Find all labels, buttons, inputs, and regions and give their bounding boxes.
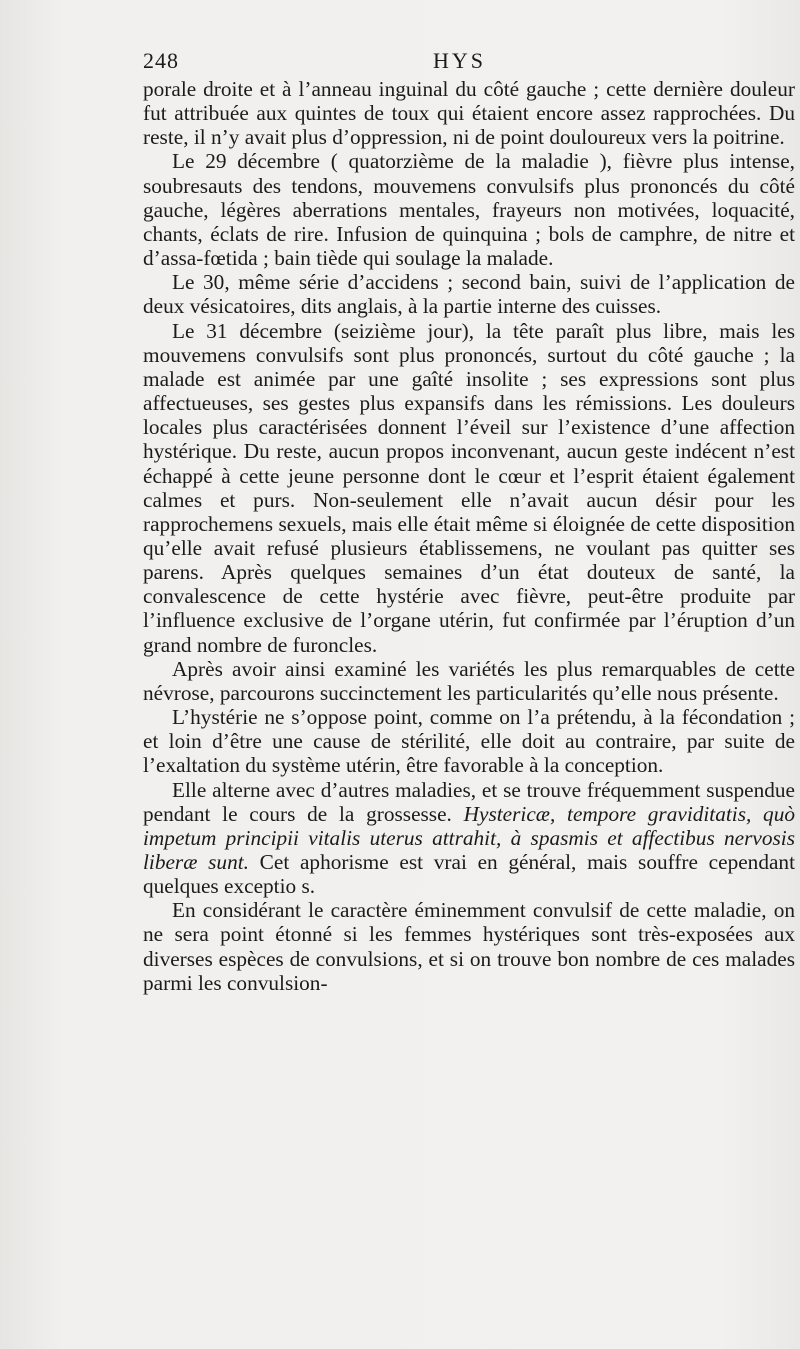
paragraph-grossesse	[143, 778, 795, 899]
paragraph-continuation: porale droite et à l’anneau inguinal du côté gauche ; cette dernière douleur fut attribuée aux quintes de toux qui étaient encore assez rapprochées. Du reste, il n’y avait plus d’oppression, ni de point douloureux vers la poitrine.	[143, 77, 795, 150]
running-head: HYS	[433, 48, 487, 73]
paragraph-31-december: Le 31 décembre (seizième jour), la tête paraît plus libre, mais les mouvemens convulsifs sont plus prononcés, surtout du côté gauche ; la malade est animée par une gaîté insolite ; ses expressions sont plus affectueuses, ses gestes plus expansifs dans les rémissions. Les douleurs locales plus caractérisées donnent l’éveil sur l’existence d’une affection hystérique. Du reste, aucun propos inconvenant, aucun geste indécent n’est échappé à cette jeune personne dont le cœur et l’esprit étaient également calmes et purs. Non-seulement elle n’avait aucun désir pour les rapprochemens sexuels, mais elle était même si éloignée de cette disposition qu’elle avait refusé plusieurs établissemens, ne voulant pas quitter ses parens. Après quelques semaines d’un état douteux de santé, la convalescence de cette hystérie avec fièvre, peut-être produite par l’influence exclusive de l’organe utérin, fut confirmée par l’éruption d’un grand nombre de furoncles.	[143, 318, 795, 657]
page-number: 248	[143, 48, 179, 73]
paragraph-grossesse-end: Cet aphorisme est vrai en général, mais souffre cependant quelques exceptio s.	[143, 850, 795, 899]
latin-aphorism: Hystericæ, tempore graviditatis, quò impetum principii vitalis uterus attrahit, à spasmis et affectibus nervosis liberæ sunt.	[143, 801, 796, 874]
body-text	[143, 77, 795, 995]
paragraph-convulsions: En considérant le caractère éminemment convulsif de cette maladie, on ne sera point étonné si les femmes hystériques sont très-exposées aux diverses espèces de convulsions, et si on trouve bon nombre de ces malades parmi les convulsion-	[143, 898, 795, 995]
paragraph-30-december: Le 30, même série d’accidens ; second bain, suivi de l’application de deux vésicatoires, dits anglais, à la partie interne des cuisses.	[143, 270, 795, 319]
paragraph-varietes: Après avoir ainsi examiné les variétés les plus remarquables de cette névrose, parcourons succinctement les particularités qu’elle nous présente.	[143, 656, 795, 705]
paragraph-fecondation: L’hystérie ne s’oppose point, comme on l’a prétendu, à la fécondation ; et loin d’être une cause de stérilité, elle doit au contraire, par suite de l’exaltation du système utérin, être favorable à la conception.	[143, 705, 795, 778]
paragraph-29-december: Le 29 décembre ( quatorzième de la maladie ), fièvre plus intense, soubresauts des tendons, mouvemens convulsifs plus prononcés du côté gauche, légères aberrations mentales, frayeurs non motivées, loquacité, chants, éclats de rire. Infusion de quinquina ; bols de camphre, de nitre et d’assa-fœtida ; bain tiède qui soulage la malade.	[143, 149, 795, 271]
paragraph-grossesse-text: Elle alterne avec d’autres maladies, et se trouve fréquemment suspendue pendant le cours de la grossesse.	[143, 777, 795, 826]
page-header	[143, 46, 795, 76]
